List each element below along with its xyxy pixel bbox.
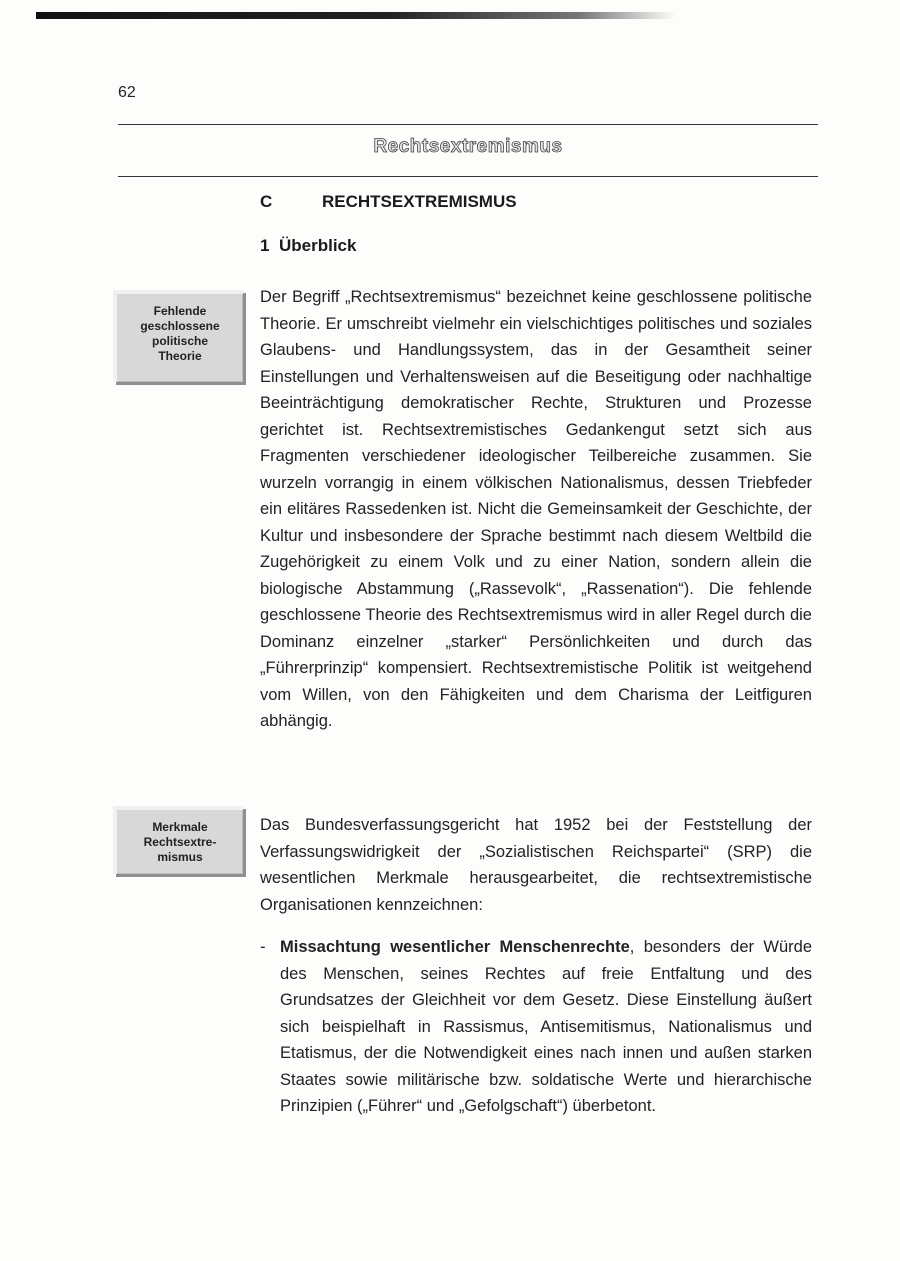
section-title: Überblick <box>279 236 357 255</box>
margin-note-line: mismus <box>157 850 203 864</box>
bullet-dash: - <box>260 938 266 956</box>
bullet-item <box>260 934 812 1120</box>
top-edge-bar <box>36 12 676 19</box>
chapter-heading <box>260 192 517 212</box>
header-rule-top <box>118 124 818 125</box>
paragraph-definition: Der Begriff „Rechtsextremismus“ bezeichnet keine geschlossene politische Theorie. Er umschreibt vielmehr ein vielschichtiges politisches und soziales Glaubens- und Handlungssystem, das in der Gesamtheit seiner Einstellungen und Verhaltensweisen auf die Beseitigung oder nachhaltige Beeinträchtigung demokratischer Rechte, Strukturen und Prozesse gerichtet ist. Rechtsextremistisches Gedankengut setzt sich aus Fragmenten verschiedener ideologischer Teilbereiche zusammen. Sie wurzeln vorrangig in einem völkischen Nationalismus, dessen Triebfeder ein elitäres Rassedenken ist. Nicht die Gemeinsamkeit der Geschichte, der Kultur und insbesondere der Sprache bestimmt nach diesem Weltbild die Zugehörigkeit zu einem Volk und zu einer Nation, sondern allein die biologische Abstammung („Rassevolk“, „Rassenation“). Die fehlende geschlossene Theorie des Rechtsextremismus wird in aller Regel durch die Dominanz einzelner „starker“ Persönlichkeiten und durch das „Führerprinzip“ kompensiert. Rechtsextremistische Politik ist weitgehend vom Willen, von den Fähigkeiten und dem Charisma der Leitfiguren abhängig. <box>260 288 812 730</box>
running-head: Rechtsextremismus <box>373 136 563 157</box>
section-heading <box>260 236 356 256</box>
margin-note-line: politische <box>151 334 208 348</box>
bullet-lead: Missachtung wesentlicher Menschenrechte <box>280 938 630 956</box>
chapter-title: RECHTSEXTREMISMUS <box>322 192 517 211</box>
header-rule-bottom <box>118 176 818 177</box>
paragraph-bverfg: Das Bundesverfassungsgericht hat 1952 bei der Feststellung der Verfassungswidrigkeit der „Sozialistischen Reichspartei“ (SRP) die wesentlichen Merkmale herausgearbeitet, die rechtsextremistische Organisationen kennzeichnen: <box>260 816 812 914</box>
margin-note-line: Rechtsextre- <box>143 835 217 849</box>
bullet-text: , besonders der Würde des Menschen, seines Rechtes auf freie Entfaltung und des Grundsatzes der Gleichheit vor dem Gesetz. Diese Einstellung äußert sich beispielhaft in Rassismus, Antisemitismus, Nationalismus und Etatismus, der die Notwendigkeit eines nach innen und außen starken Staates sowie militärische bzw. soldatische Werte und hierarchische Prinzipien („Führer“ und „Gefolgschaft“) überbetont. <box>280 938 812 1115</box>
chapter-number: C <box>260 192 273 211</box>
margin-note-line: Theorie <box>158 349 202 363</box>
margin-note-line: Merkmale <box>152 820 208 834</box>
margin-note-line: geschlossene <box>140 319 220 333</box>
section-number: 1 <box>260 236 270 255</box>
margin-note-merkmale <box>113 806 243 874</box>
bullet-body <box>280 934 812 1120</box>
page-number: 62 <box>118 84 136 101</box>
margin-note-fehlende-theorie <box>113 290 243 382</box>
margin-note-line: Fehlende <box>153 304 207 318</box>
